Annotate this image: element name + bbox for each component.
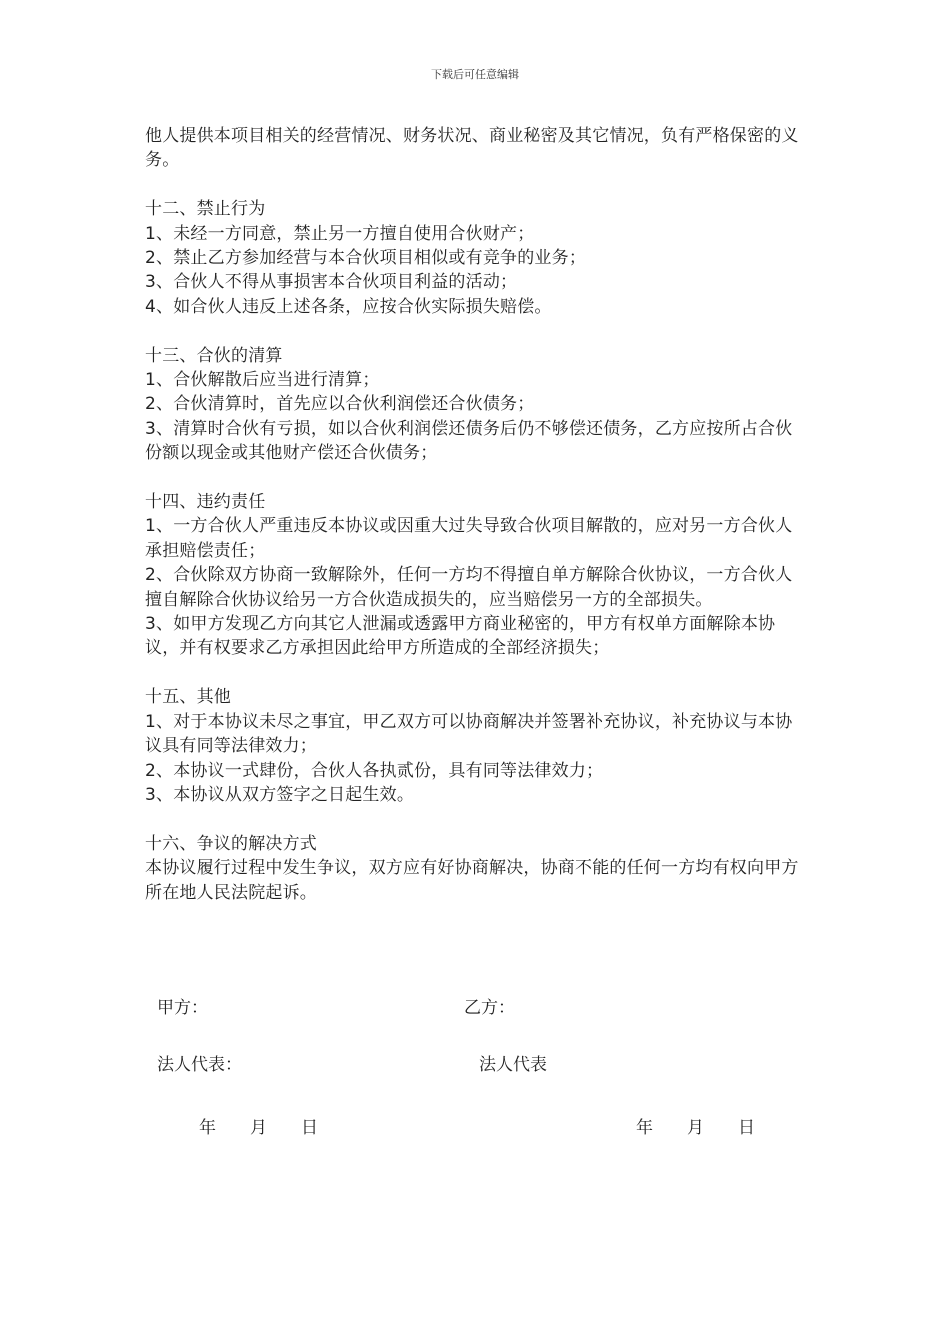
blank-line	[145, 319, 805, 343]
paragraph: 十二、禁止行为	[145, 199, 266, 220]
paragraph: 十四、违约责任	[145, 492, 266, 513]
paragraph: 2、合伙清算时，首先应以合伙利润偿还合伙债务；	[145, 394, 535, 415]
party-b-label: 乙方：	[464, 998, 515, 1018]
paragraph: 十三、合伙的清算	[145, 345, 283, 366]
paragraph: 本协议履行过程中发生争议，双方应有好协商解决，协商不能的任何一方均有权向甲方所在地人民法院起诉。	[145, 858, 799, 903]
paragraph: 他人提供本项目相关的经营情况、财务状况、商业秘密及其它情况，负有严格保密的义务。	[145, 126, 799, 171]
party-a-label: 甲方：	[157, 998, 208, 1018]
paragraph: 1、一方合伙人严重违反本协议或因重大过失导致合伙项目解散的，应对另一方合伙人承担赔偿责任；	[145, 516, 793, 561]
paragraph: 3、如甲方发现乙方向其它人泄漏或透露甲方商业秘密的，甲方有权单方面解除本协议，并有权要求乙方承担因此给甲方所造成的全部经济损失；	[145, 614, 776, 659]
paragraph: 2、本协议一式肆份，合伙人各执贰份，具有同等法律效力；	[145, 760, 604, 781]
paragraph: 1、合伙解散后应当进行清算；	[145, 370, 380, 391]
paragraph: 2、禁止乙方参加经营与本合伙项目相似或有竞争的业务；	[145, 248, 587, 269]
paragraph: 4、如合伙人违反上述各条，应按合伙实际损失赔偿。	[145, 296, 552, 317]
paragraph: 1、对于本协议未尽之事宜，甲乙双方可以协商解决并签署补充协议，补充协议与本协议具有同等法律效力；	[145, 711, 793, 757]
blank-line	[145, 466, 805, 490]
contract-body	[145, 124, 805, 905]
blank-line	[145, 661, 805, 685]
page-header: 下载后可任意编辑	[431, 68, 519, 81]
paragraph: 1、未经一方同意，禁止另一方擅自使用合伙财产；	[145, 223, 535, 244]
paragraph: 2、合伙除双方协商一致解除外，任何一方均不得擅自单方解除合伙协议，一方合伙人擅自解除合伙协议给另一方合伙造成损失的，应当赔偿另一方的全部损失。	[145, 565, 793, 610]
party-a-representative-label: 法人代表：	[157, 1055, 242, 1075]
paragraph: 十五、其他	[145, 687, 231, 708]
blank-line	[145, 173, 805, 197]
paragraph: 3、合伙人不得从事损害本合伙项目利益的活动；	[145, 272, 518, 293]
paragraph: 十六、争议的解决方式	[145, 833, 317, 854]
party-b-date: 年 月 日	[636, 1118, 755, 1138]
party-a-date: 年 月 日	[199, 1118, 318, 1138]
paragraph: 3、本协议从双方签字之日起生效。	[145, 784, 415, 805]
blank-line	[145, 807, 805, 831]
party-b-representative-label: 法人代表	[479, 1055, 547, 1075]
paragraph: 3、清算时合伙有亏损，如以合伙利润偿还债务后仍不够偿还债务，乙方应按所占合伙份额以现金或其他财产偿还合伙债务；	[145, 418, 793, 464]
